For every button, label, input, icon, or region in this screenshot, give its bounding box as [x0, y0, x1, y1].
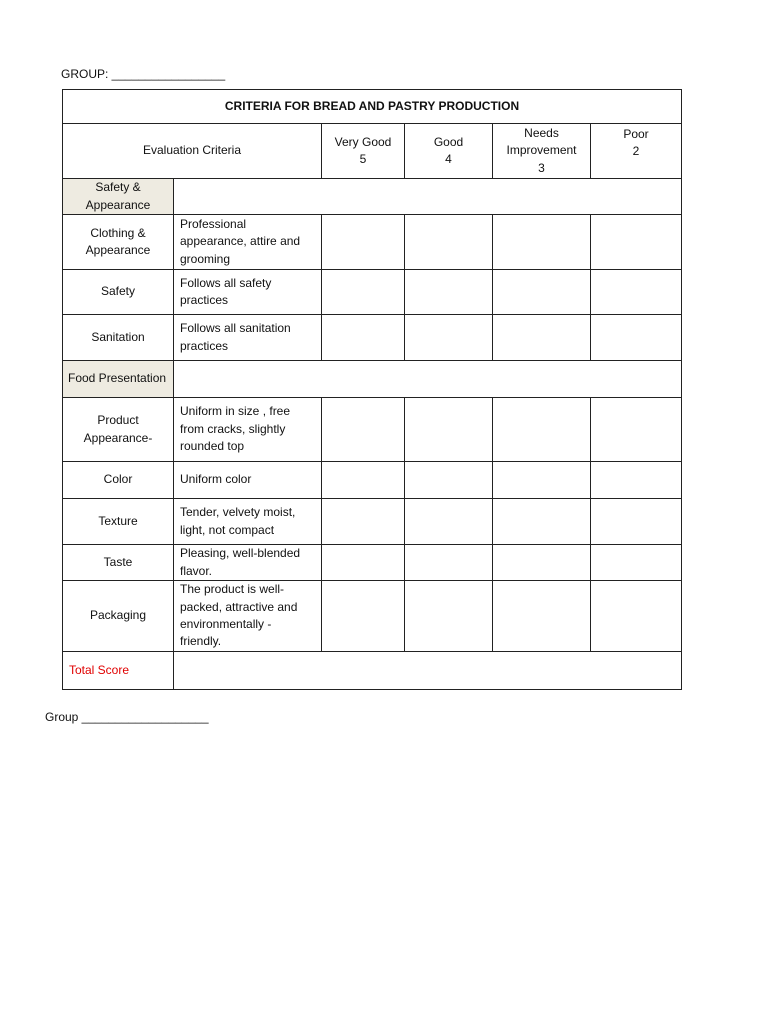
score-cell-needs-improvement[interactable]: [493, 581, 591, 652]
table-row: [63, 270, 682, 315]
total-score-cell[interactable]: [174, 652, 682, 690]
score-cell-good[interactable]: [405, 315, 493, 361]
section-empty-cell: [174, 179, 682, 215]
criterion-description: Uniform in size , free from cracks, slightly rounded top: [174, 398, 322, 462]
criterion-description: Pleasing, well-blended flavor.: [174, 545, 322, 581]
score-cell-good[interactable]: [405, 398, 493, 462]
section-label: Safety & Appearance: [63, 179, 174, 215]
criterion-name: Safety: [63, 270, 174, 315]
title-row: [63, 90, 682, 124]
score-cell-good[interactable]: [405, 462, 493, 499]
table-row: [63, 398, 682, 462]
score-cell-poor[interactable]: [591, 215, 682, 270]
rubric-table: [62, 89, 682, 690]
table-row: [63, 215, 682, 270]
criterion-name: Texture: [63, 499, 174, 545]
criterion-description: Follows all sanitation practices: [174, 315, 322, 361]
score-cell-poor[interactable]: [591, 462, 682, 499]
rating-score: 4: [445, 152, 452, 166]
score-cell-poor[interactable]: [591, 545, 682, 581]
total-score-label: Total Score: [63, 652, 174, 690]
score-cell-good[interactable]: [405, 215, 493, 270]
score-cell-poor[interactable]: [591, 581, 682, 652]
rating-score: 3: [538, 160, 545, 175]
group-label-top: GROUP: _________________: [61, 67, 226, 81]
rating-label-line1: Needs: [524, 125, 559, 140]
criterion-name: Sanitation: [63, 315, 174, 361]
table-row: [63, 545, 682, 581]
criterion-name: Product Appearance-: [63, 398, 174, 462]
criterion-name: Clothing & Appearance: [63, 215, 174, 270]
rating-header-poor: [591, 124, 682, 179]
score-cell-poor[interactable]: [591, 315, 682, 361]
rating-score: 2: [632, 144, 640, 159]
rating-header-needs-improvement: [493, 124, 591, 179]
score-cell-needs-improvement[interactable]: [493, 315, 591, 361]
section-empty-cell: [174, 361, 682, 398]
rating-score: 5: [359, 152, 367, 166]
score-cell-poor[interactable]: [591, 499, 682, 545]
score-cell-good[interactable]: [405, 581, 493, 652]
score-cell-very-good[interactable]: [322, 398, 405, 462]
criterion-name: Color: [63, 462, 174, 499]
section-row-safety: [63, 179, 682, 215]
score-cell-needs-improvement[interactable]: [493, 398, 591, 462]
criterion-description: Professional appearance, attire and grooming: [174, 215, 322, 270]
table-row: [63, 581, 682, 652]
score-cell-needs-improvement[interactable]: [493, 545, 591, 581]
score-cell-very-good[interactable]: [322, 499, 405, 545]
criterion-name: Packaging: [63, 581, 174, 652]
score-cell-very-good[interactable]: [322, 215, 405, 270]
criterion-description: Follows all safety practices: [174, 270, 322, 315]
criterion-description: Uniform color: [174, 462, 322, 499]
rating-label: Good: [433, 134, 464, 149]
score-cell-needs-improvement[interactable]: [493, 215, 591, 270]
score-cell-very-good[interactable]: [322, 545, 405, 581]
rating-header-good: [405, 124, 493, 179]
score-cell-poor[interactable]: [591, 398, 682, 462]
score-cell-good[interactable]: [405, 499, 493, 545]
header-row: [63, 124, 682, 179]
criterion-description: The product is well-packed, attractive and environmentally - friendly.: [174, 581, 322, 652]
rating-label: Very Good: [334, 134, 392, 149]
score-cell-needs-improvement[interactable]: [493, 270, 591, 315]
criterion-description: Tender, velvety moist, light, not compact: [174, 499, 322, 545]
score-cell-needs-improvement[interactable]: [493, 462, 591, 499]
evaluation-criteria-header: Evaluation Criteria: [63, 124, 322, 179]
table-row: [63, 499, 682, 545]
table-title: CRITERIA FOR BREAD AND PASTRY PRODUCTION: [63, 90, 682, 124]
score-cell-good[interactable]: [405, 270, 493, 315]
score-cell-needs-improvement[interactable]: [493, 499, 591, 545]
rating-header-very-good: [322, 124, 405, 179]
section-row-food-presentation: [63, 361, 682, 398]
table-row: [63, 315, 682, 361]
score-cell-very-good[interactable]: [322, 270, 405, 315]
score-cell-very-good[interactable]: [322, 315, 405, 361]
score-cell-very-good[interactable]: [322, 462, 405, 499]
rating-label: Poor: [623, 127, 649, 141]
criterion-name: Taste: [63, 545, 174, 581]
section-label: Food Presentation: [63, 361, 174, 398]
group-label-bottom: Group ___________________: [45, 710, 209, 724]
score-cell-poor[interactable]: [591, 270, 682, 315]
table-row: [63, 462, 682, 499]
rating-label-line2: Improvement: [506, 143, 577, 158]
total-row: [63, 652, 682, 690]
score-cell-very-good[interactable]: [322, 581, 405, 652]
score-cell-good[interactable]: [405, 545, 493, 581]
